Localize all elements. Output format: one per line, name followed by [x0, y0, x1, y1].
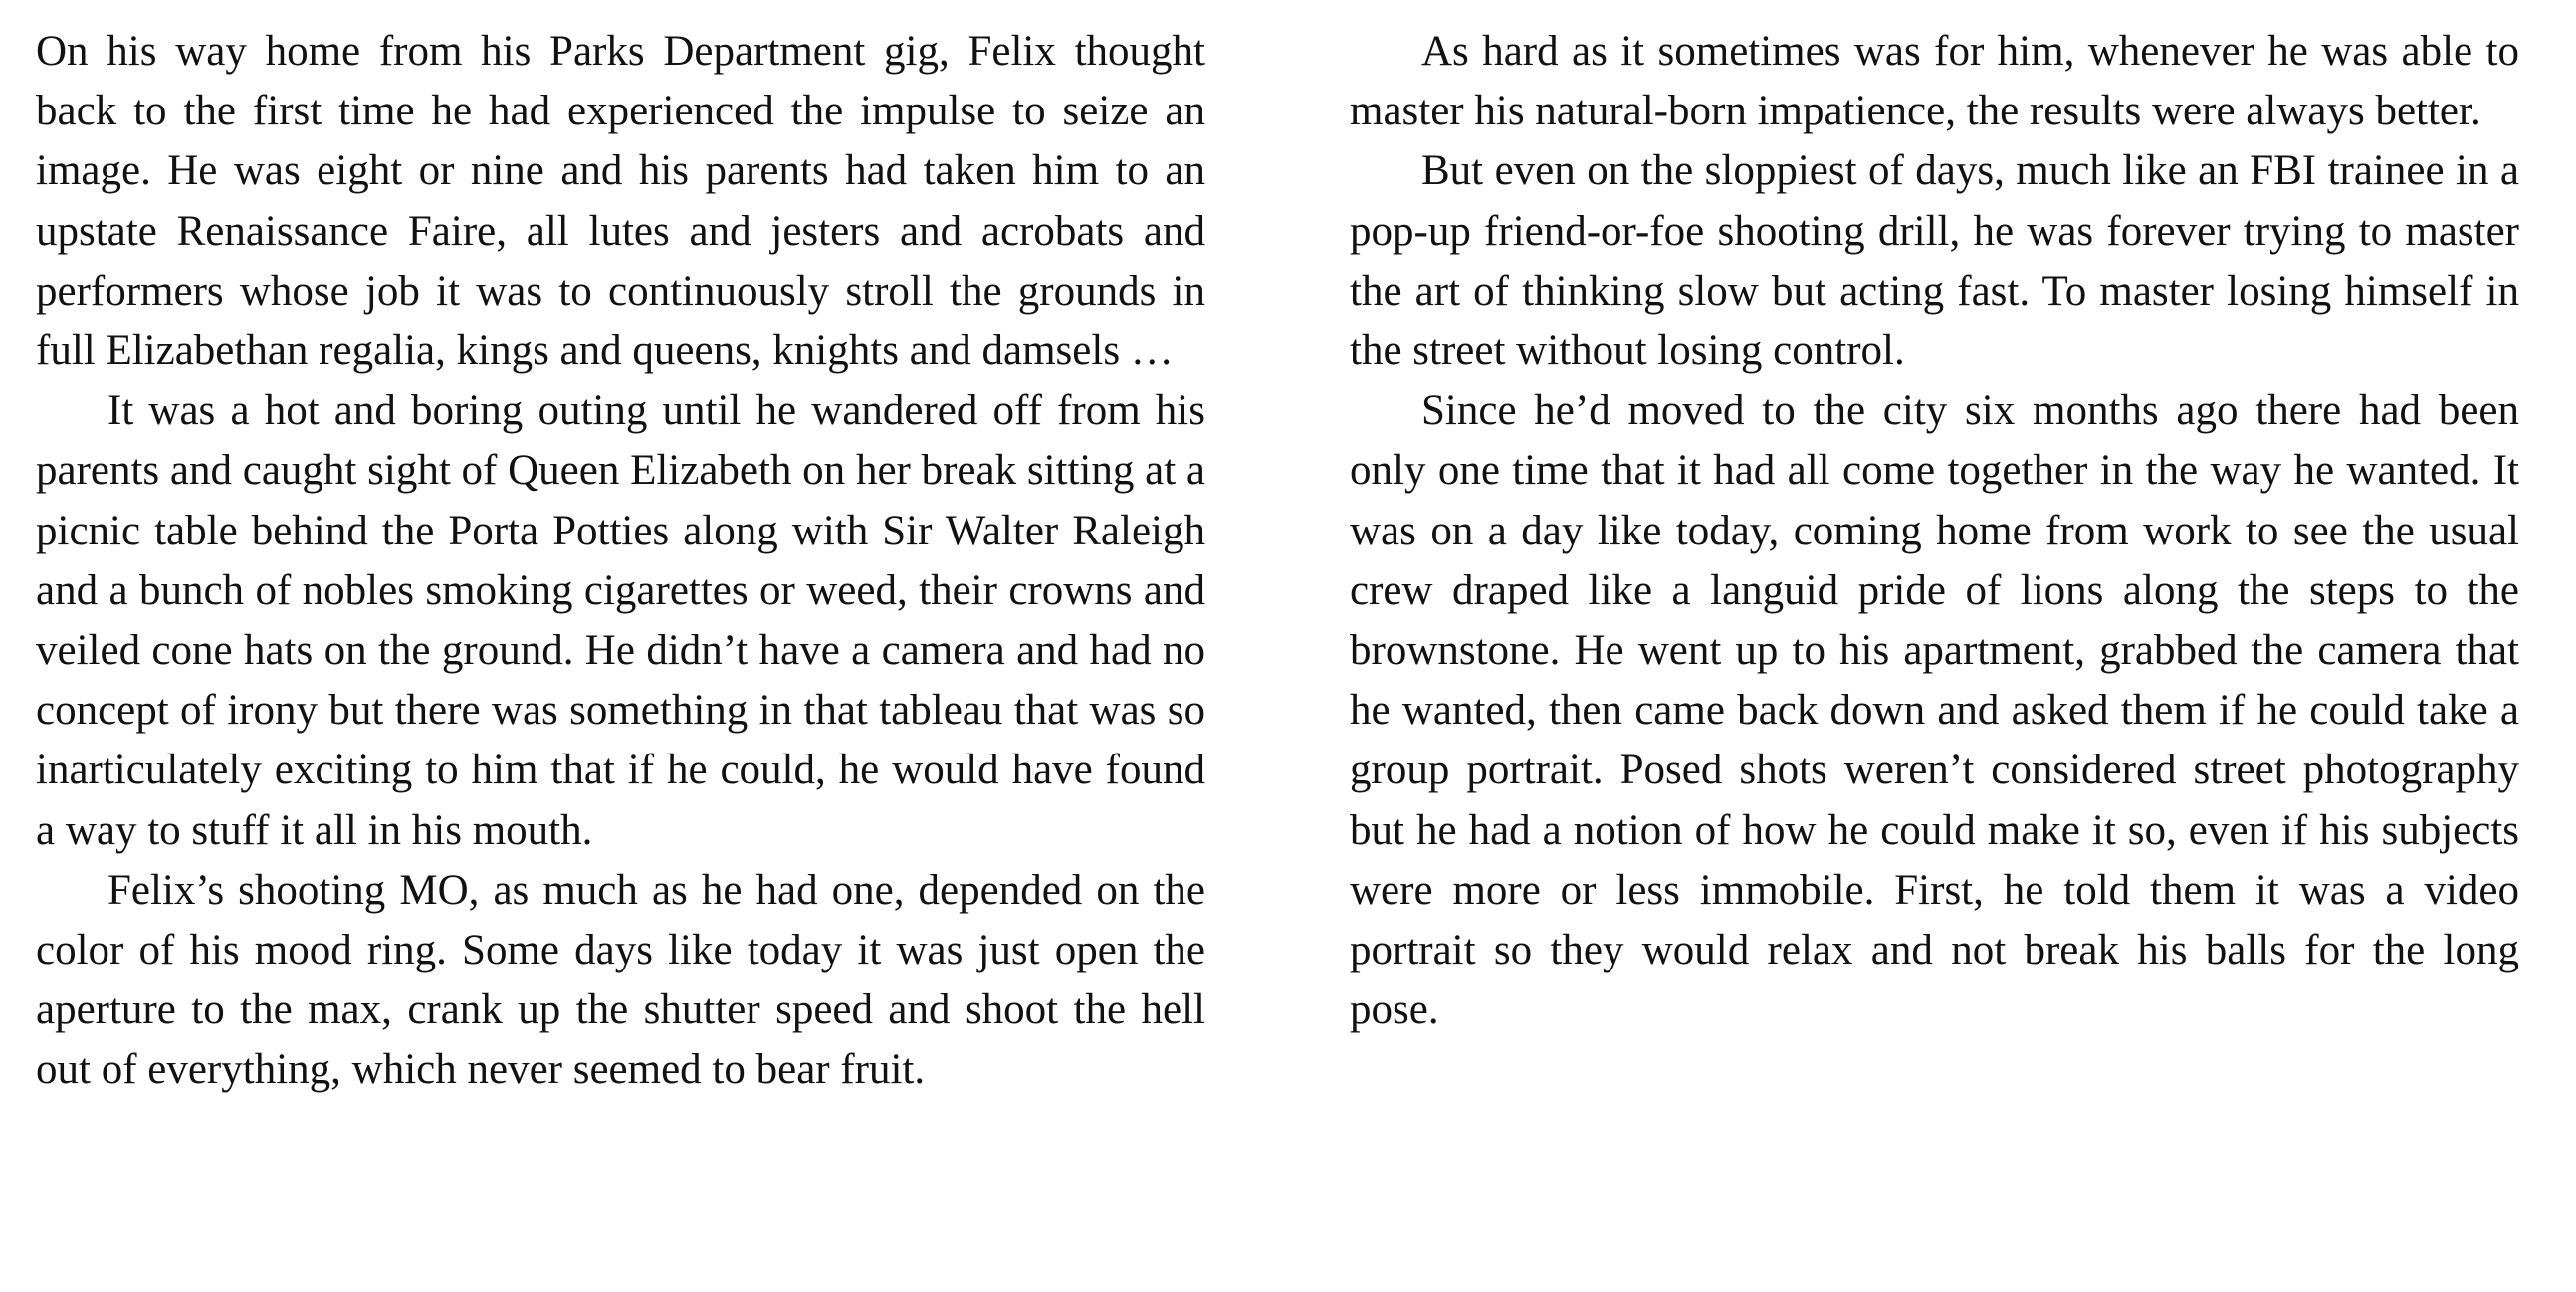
- paragraph: It was a hot and boring outing until he wandered off from his parents and caught sight of Queen Elizabeth on her break sitting at a picnic table behind the Porta Potties along with Sir Walter Raleigh and a bunch of nobles smoking cigarettes or weed, their crowns and veiled cone hats on the ground. He didn’t have a camera and had no concept of irony but there was something in that tableau that was so inarticulately exciting to him that if he could, he would have found a way to stuff it all in his mouth.: [36, 387, 1205, 854]
- paragraph: Since he’d moved to the city six months ago there had been only one time that it had all come together in the way he wanted. It was on a day like today, coming home from work to see the usual crew draped like a languid pride of lions along the steps to the brownstone. He went up to his apartment, grabbed the camera that he wanted, then came back down and asked them if he could take a group portrait. Posed shots weren’t considered street photography but he had a notion of how he could make it so, even if his subjects were more or less immobile. First, he told them it was a video portrait so they would relax and not break his balls for the long pose.: [1350, 387, 2519, 1034]
- right-column: [1350, 22, 2519, 1040]
- paragraph: But even on the sloppiest of days, much like an FBI trainee in a pop-up friend-or-foe shooting drill, he was forever trying to master the art of thinking slow but acting fast. To master losing himself in the street without losing control.: [1350, 147, 2519, 375]
- paragraph: On his way home from his Parks Department gig, Felix thought back to the first time he had experienced the impulse to seize an image. He was eight or nine and his parents had taken him to an upstate Renaissance Faire, all lutes and jesters and acrobats and performers whose job it was to continuously stroll the grounds in full Elizabethan regalia, kings and queens, knights and damsels …: [36, 28, 1205, 375]
- paragraph: As hard as it sometimes was for him, whenever he was able to master his natural-born impatience, the results were always better.: [1350, 28, 2519, 135]
- left-column: [36, 22, 1205, 1101]
- paragraph: Felix’s shooting MO, as much as he had one, depended on the color of his mood ring. Some days like today it was just open the aperture to the max, crank up the shutter speed and shoot the hell out of everything, which never seemed to bear fruit.: [36, 866, 1205, 1094]
